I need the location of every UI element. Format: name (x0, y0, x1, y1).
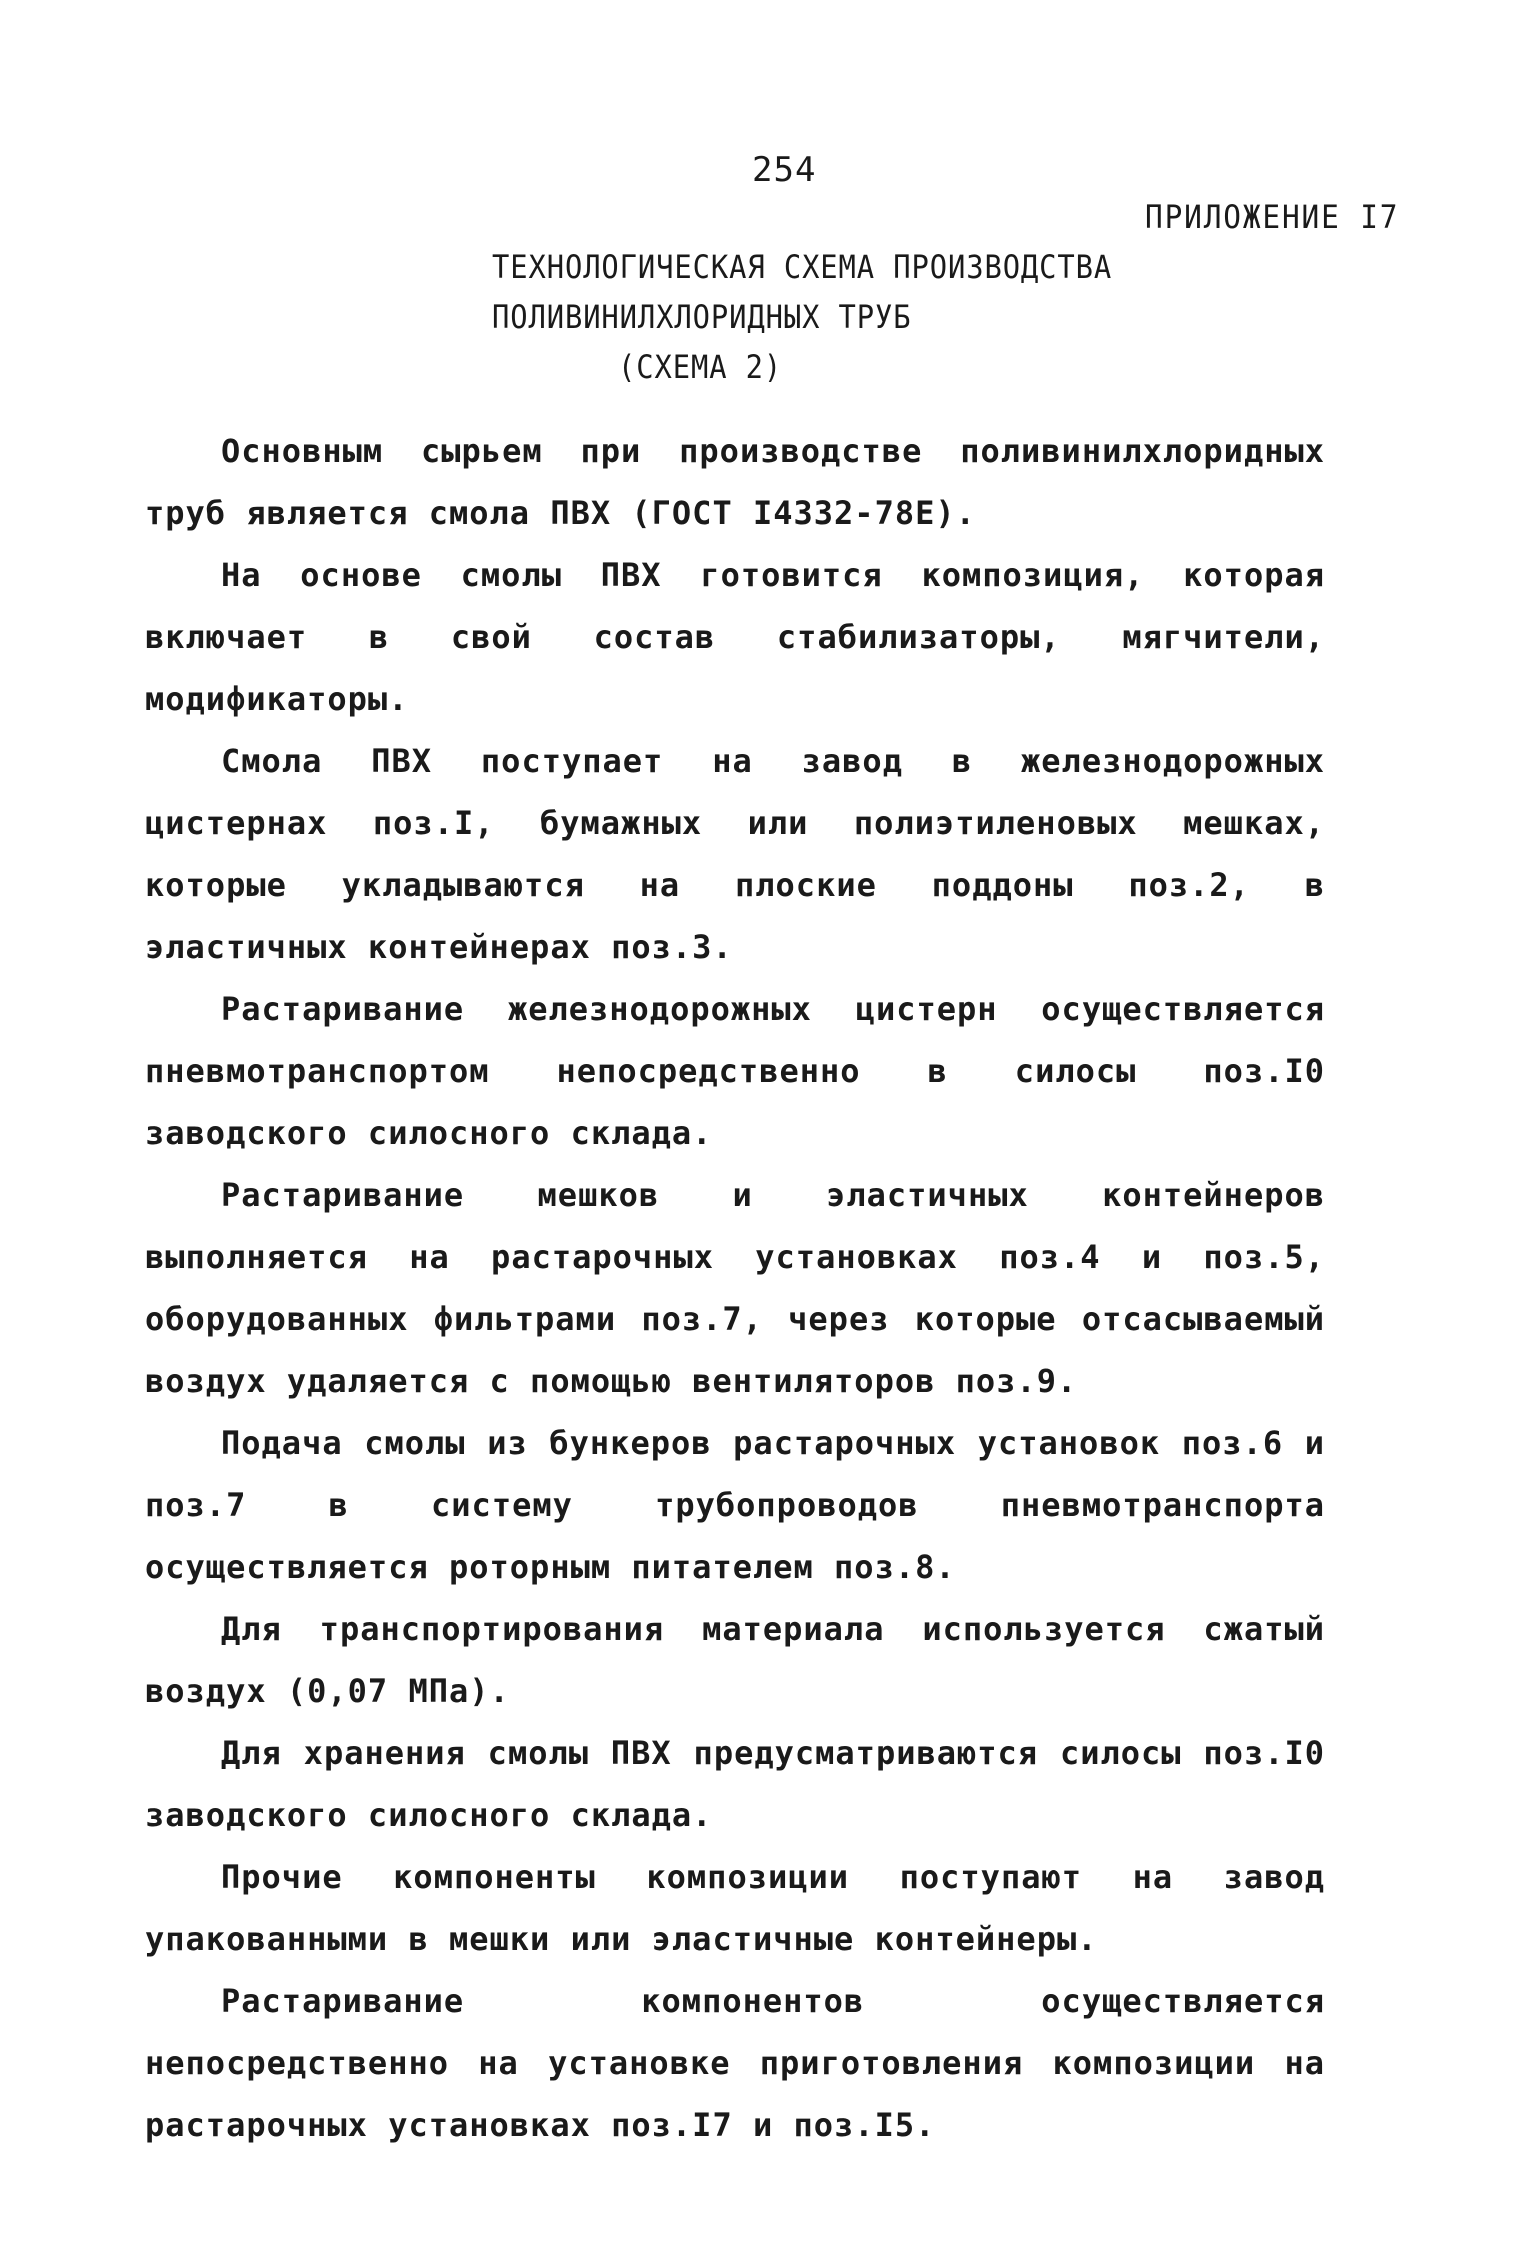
document-title (492, 242, 1112, 392)
appendix-label: ПРИЛОЖЕНИЕ I7 (1145, 198, 1400, 236)
paragraph-transport-air: Для транспортирования материала используется сжатый воздух (0,07 МПа). (145, 1610, 1325, 1710)
title-line-1: ТЕХНОЛОГИЧЕСКАЯ СХЕМА ПРОИЗВОДСТВА (492, 248, 1113, 286)
paragraph-composition: На основе смолы ПВХ готовится композиция, которая включает в свой состав стабилизаторы, мягчители, модификаторы. (145, 556, 1325, 718)
paragraph-tank-unloading: Растаривание железнодорожных цистерн осуществляется пневмотранспортом непосредственно в силосы поз.I0 заводского силосного склада. (145, 990, 1325, 1152)
paragraph-other-components: Прочие компоненты композиции поступают на завод упакованными в мешки или эластичные контейнеры. (145, 1858, 1325, 1958)
paragraph-storage: Для хранения смолы ПВХ предусматриваются силосы поз.I0 заводского силосного склада. (145, 1734, 1325, 1834)
body-text (145, 420, 1325, 2156)
paragraph-component-unloading: Растаривание компонентов осуществляется непосредственно на установке приготовления композиции на растарочных установках поз.I7 и поз.I5. (145, 1982, 1325, 2144)
page-number: 254 (752, 150, 817, 190)
paragraph-feeding: Подача смолы из бункеров растарочных установок поз.6 и поз.7 в систему трубопроводов пневмотранспорта осуществляется роторным питателем поз.8. (145, 1424, 1325, 1586)
paragraph-delivery: Смола ПВХ поступает на завод в железнодорожных цистернах поз.I, бумажных или полиэтиленовых мешках, которые укладываются на плоские поддоны поз.2, в эластичных контейнерах поз.3. (145, 742, 1325, 966)
title-line-2: ПОЛИВИНИЛХЛОРИДНЫХ ТРУБ (492, 298, 912, 336)
paragraph-bag-unloading: Растаривание мешков и эластичных контейнеров выполняется на растарочных установках поз.4 и поз.5, оборудованных фильтрами поз.7, через которые отсасываемый воздух удаляется с помощью вентиляторов поз.9. (145, 1176, 1325, 1400)
title-line-3: (СХЕМА 2) (618, 348, 783, 386)
paragraph-raw-material: Основным сырьем при производстве поливинилхлоридных труб является смола ПВХ (ГОСТ I4332-78Е). (145, 432, 1325, 532)
